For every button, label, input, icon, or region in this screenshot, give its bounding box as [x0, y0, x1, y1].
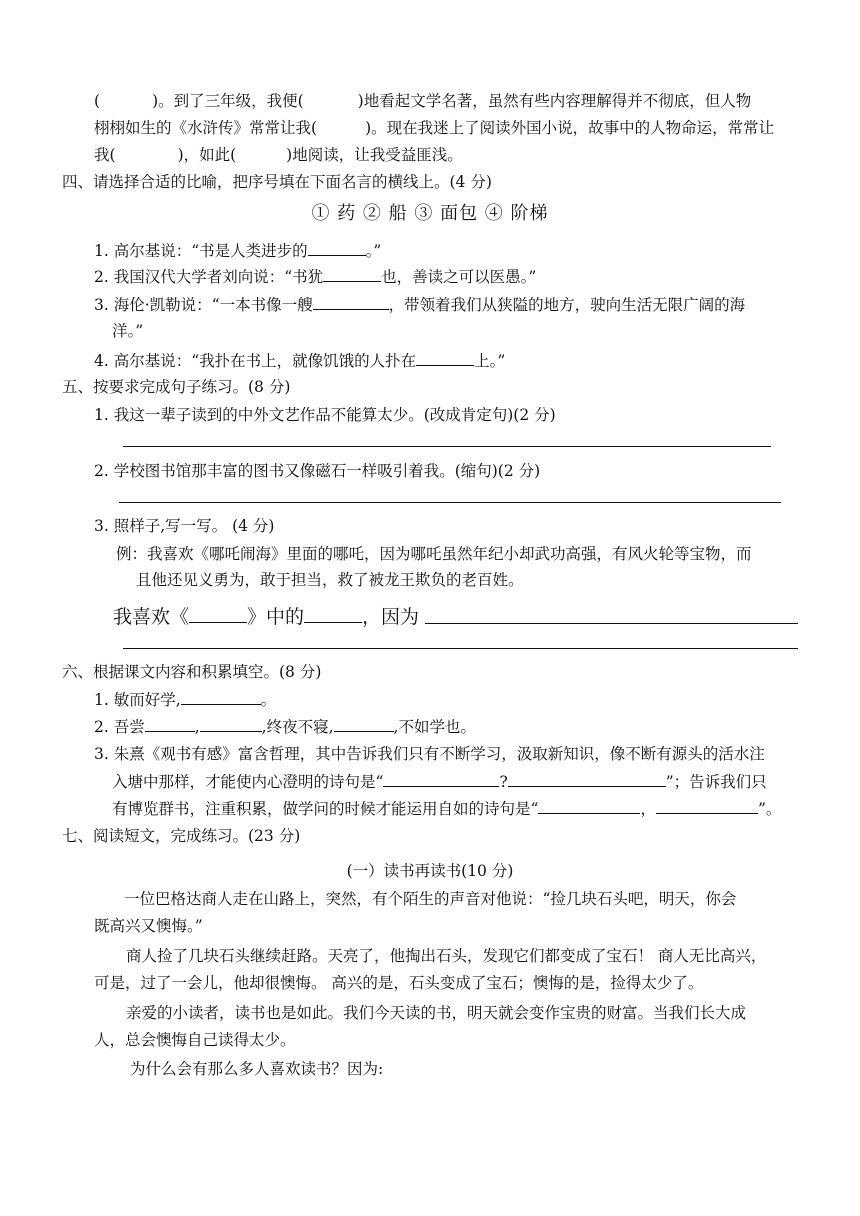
passage-p1b: 既高兴又懊悔。” — [94, 917, 203, 935]
answer-blank[interactable] — [145, 716, 195, 732]
passage-p2b: 可是，过了一会儿，他却很懊悔。 高兴的是，石头变成了宝石；懊悔的是，捡得太少了。 — [94, 974, 704, 992]
passage-question: 为什么会有那么多人喜欢读书？因为: — [130, 1060, 384, 1078]
intro-line-1: ( )。到了三年级，我便( )地看起文学名著，虽然有些内容理解得并不彻底，但人物 — [94, 92, 752, 110]
answer-blank[interactable] — [416, 350, 474, 366]
s4-question-1: 1. 高尔基说：“书是人类进步的 。” — [94, 242, 382, 260]
s4-question-3-cont: 洋。” — [112, 322, 144, 340]
s4-question-3: 3. 海伦·凯勒说：“一本书像一艘 ，带领着我们从狭隘的地方，驶向生活无限广阔的海 — [94, 296, 746, 314]
intro-line-3: 我( )，如此( )地阅读，让我受益匪浅。 — [94, 146, 463, 164]
section-4-title: 四、请选择合适的比喻，把序号填在下面名言的横线上。(4 分) — [62, 173, 492, 191]
s6-question-2: 2. 吾尝 , ,终夜不寝, ,不如学也。 — [94, 718, 476, 736]
answer-blank[interactable] — [656, 798, 758, 814]
answer-blank[interactable] — [181, 689, 261, 705]
answer-blank[interactable] — [304, 604, 362, 623]
answer-line[interactable] — [425, 623, 798, 624]
section-6-title: 六、根据课文内容和积累填空。(8 分) — [62, 663, 322, 681]
s6-question-1: 1. 敏而好学, 。 — [94, 691, 277, 709]
answer-blank[interactable] — [308, 240, 366, 256]
answer-blank[interactable] — [189, 604, 247, 623]
intro-line-2: 栩栩如生的《水浒传》常常让我( )。现在我迷上了阅读外国小说，故事中的人物命运，常常让 — [94, 119, 775, 137]
answer-blank[interactable] — [200, 716, 262, 732]
answer-blank[interactable] — [383, 771, 499, 787]
answer-blank[interactable] — [538, 798, 640, 814]
s4-question-4: 4. 高尔基说：“我扑在书上，就像饥饿的人扑在 上。” — [94, 352, 506, 370]
s5-example-2: 且他还见义勇为，敢于担当，救了被龙王欺负的老百姓。 — [136, 571, 524, 589]
s5-question-2: 2. 学校图书馆那丰富的图书又像磁石一样吸引着我。(缩句)(2 分) — [94, 462, 541, 480]
answer-blank[interactable] — [508, 771, 666, 787]
s5-answer-sentence: 我喜欢《 》中的 ，因为 — [113, 606, 420, 628]
passage-p2a: 商人捡了几块石头继续赶路。天亮了，他掏出石头，发现它们都变成了宝石！ 商人无比高兴， — [126, 947, 767, 965]
answer-blank[interactable] — [323, 266, 381, 282]
answer-line[interactable] — [123, 648, 798, 649]
section-7-title: 七、阅读短文，完成练习。(23 分) — [62, 827, 301, 845]
s6-question-3: 3. 朱熹《观书有感》富含哲理，其中告诉我们只有不断学习，汲取新知识，像不断有源头的活水注 — [94, 745, 765, 763]
s5-example-1: 例：我喜欢《哪吒闹海》里面的哪吒，因为哪吒虽然年纪小却武功高强，有风火轮等宝物，而 — [116, 545, 752, 563]
s6-question-3-cont-2: 有博览群书，注重积累，做学问的时候才能运用自如的诗句是“ ， ”。 — [112, 800, 782, 818]
s4-question-2: 2. 我国汉代大学者刘向说：“书犹 也，善读之可以医愚。” — [94, 268, 537, 286]
section-5-title: 五、按要求完成句子练习。(8 分) — [62, 378, 291, 396]
metaphor-options: ① 药 ② 船 ③ 面包 ④ 阶梯 — [311, 203, 549, 224]
s6-question-3-cont: 入塘中那样，才能使内心澄明的诗句是“ ? ”；告诉我们只 — [112, 773, 767, 791]
passage-p1a: 一位巴格达商人走在山路上，突然，有个陌生的声音对他说：“捡几块石头吧，明天，你会 — [124, 890, 737, 908]
s5-question-3: 3. 照样子,写一写。 (4 分) — [94, 517, 275, 535]
answer-blank[interactable] — [334, 716, 394, 732]
passage-p3a: 亲爱的小读者，读书也是如此。我们今天读的书，明天就会变作宝贵的财富。当我们长大成 — [126, 1004, 747, 1022]
passage-title: (一）读书再读书(10 分) — [346, 862, 514, 880]
answer-line[interactable] — [123, 446, 771, 447]
s5-question-1: 1. 我这一辈子读到的中外文艺作品不能算太少。(改成肯定句)(2 分) — [94, 406, 556, 424]
answer-line[interactable] — [119, 502, 781, 503]
answer-blank[interactable] — [313, 294, 389, 310]
passage-p3b: 人，总会懊悔自己读得太少。 — [94, 1031, 296, 1049]
